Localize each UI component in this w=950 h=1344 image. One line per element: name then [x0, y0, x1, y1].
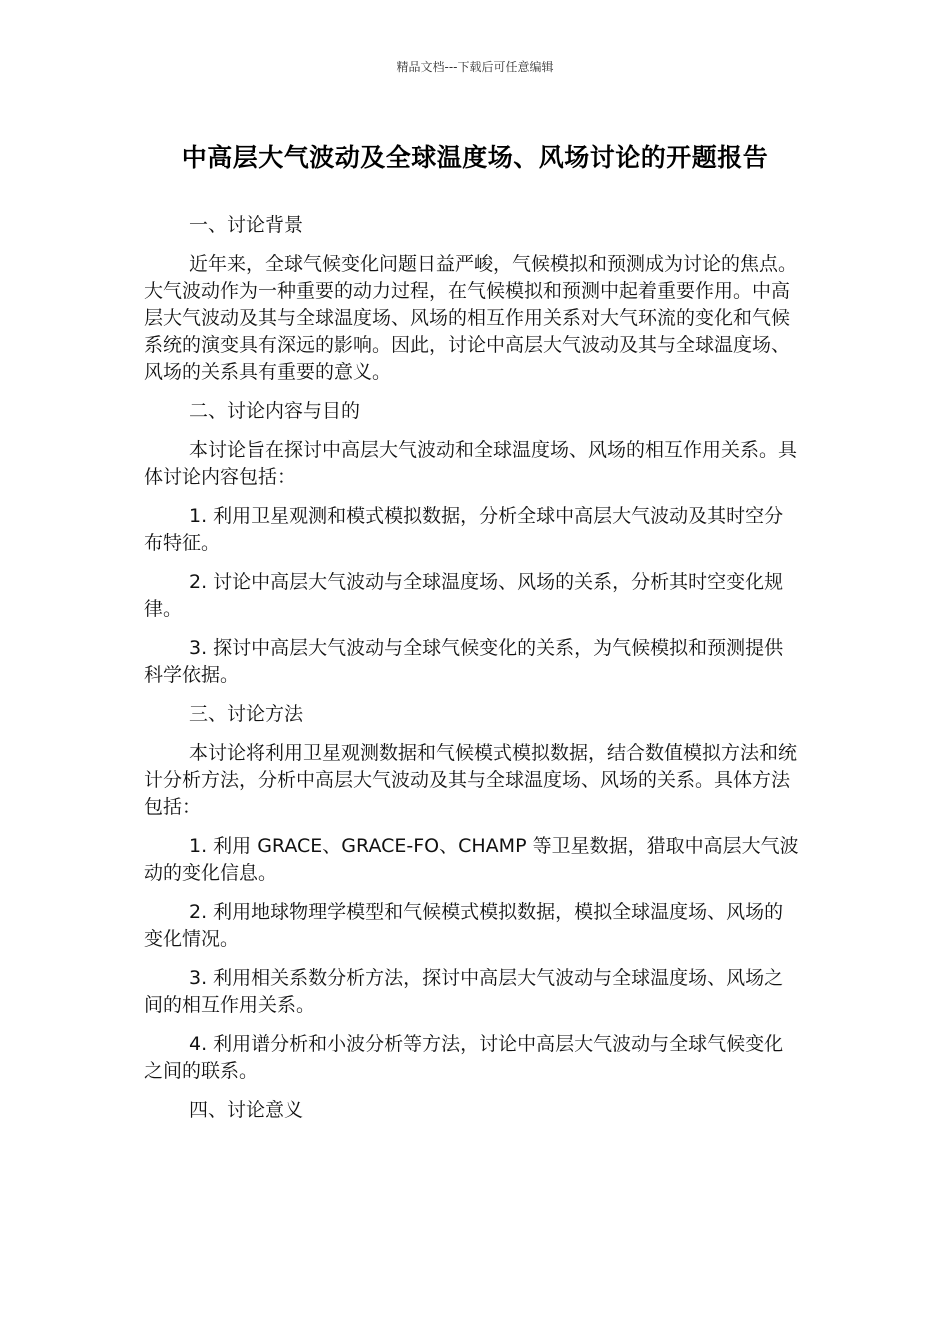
document-title: 中高层大气波动及全球温度场、风场讨论的开题报告: [181, 143, 769, 172]
section-heading-content-purpose: 二、讨论内容与目的: [189, 400, 361, 422]
list-item-method-3: 3. 利用相关系数分析方法，探讨中高层大气波动与全球温度场、风场之间的相互作用关系。: [144, 967, 784, 1016]
paragraph-content-intro: 本讨论旨在探讨中高层大气波动和全球温度场、风场的相互作用关系。具体讨论内容包括：: [144, 439, 798, 488]
list-item-method-4: 4. 利用谱分析和小波分析等方法，讨论中高层大气波动与全球气候变化之间的联系。: [144, 1033, 784, 1082]
list-item-content-1: 1. 利用卫星观测和模式模拟数据，分析全球中高层大气波动及其时空分布特征。: [144, 505, 784, 554]
list-item-method-2: 2. 利用地球物理学模型和气候模式模拟数据，模拟全球温度场、风场的变化情况。: [144, 901, 784, 950]
section-heading-methods: 三、讨论方法: [189, 703, 304, 725]
list-item-content-3: 3. 探讨中高层大气波动与全球气候变化的关系，为气候模拟和预测提供科学依据。: [144, 637, 784, 686]
paragraph-background: 近年来，全球气候变化问题日益严峻，气候模拟和预测成为讨论的焦点。大气波动作为一种重要的动力过程，在气候模拟和预测中起着重要作用。中高层大气波动及其与全球温度场、风场的相互作用关系对大气环流的变化和气候系统的演变具有深远的影响。因此，讨论中高层大气波动及其与全球温度场、风场的关系具有重要的意义。: [144, 253, 798, 383]
paragraph-methods-intro: 本讨论将利用卫星观测数据和气候模式模拟数据，结合数值模拟方法和统计分析方法，分析中高层大气波动及其与全球温度场、风场的关系。具体方法包括：: [144, 742, 798, 818]
list-item-method-1: 1. 利用 GRACE、GRACE-FO、CHAMP 等卫星数据，猎取中高层大气波动的变化信息。: [144, 835, 799, 884]
section-heading-background: 一、讨论背景: [189, 214, 304, 236]
list-item-content-2: 2. 讨论中高层大气波动与全球温度场、风场的关系，分析其时空变化规律。: [144, 571, 784, 620]
header-note: 精品文档---下载后可任意编辑: [396, 60, 554, 74]
document-body: [144, 212, 800, 1136]
section-heading-significance: 四、讨论意义: [189, 1099, 304, 1121]
